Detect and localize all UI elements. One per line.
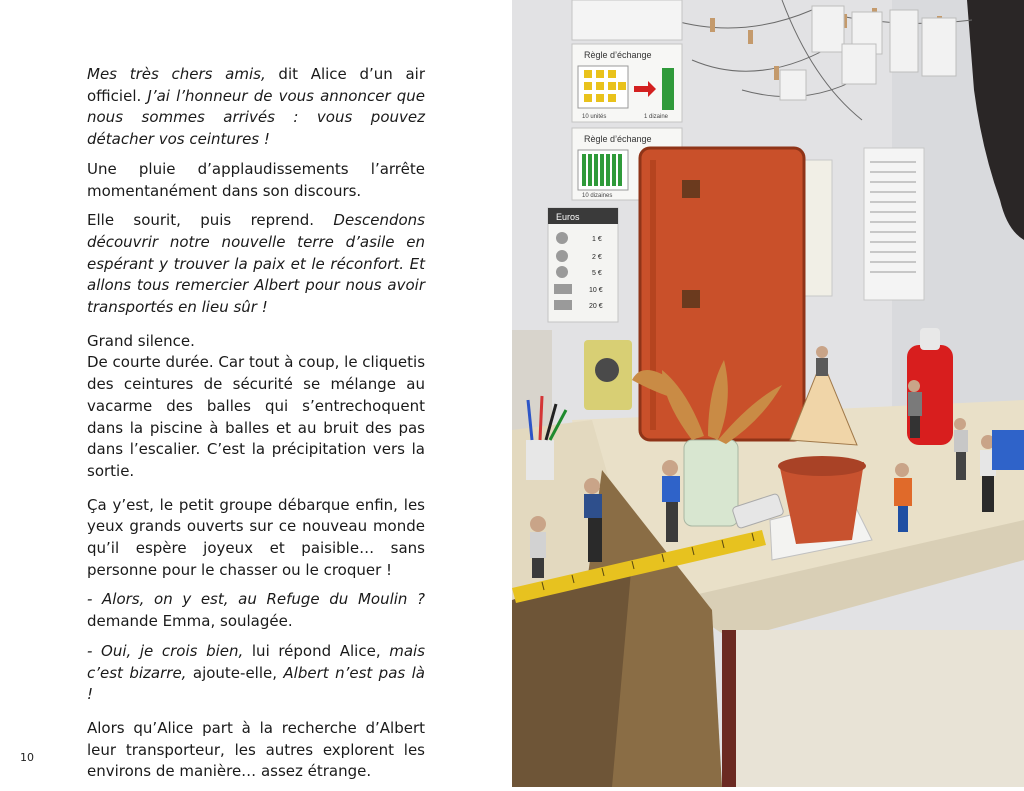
story-text-column — [87, 64, 425, 791]
classroom-photo — [512, 0, 1024, 787]
paragraph-3-run: Elle sourit, puis reprend. — [87, 211, 334, 230]
paragraph-6-run: Ça y’est, le petit groupe débarque enfin, les yeux grands ouverts sur ce nouveau monde qu’il espère joyeux et paisible… sans personne pour le chasser ou le croquer ! — [87, 495, 425, 579]
euro-value: 2 € — [592, 254, 602, 261]
paragraph-3 — [87, 210, 425, 319]
poster-behind-suitcase — [802, 160, 832, 296]
paragraph-1-run: Mes très chers amis, — [87, 65, 266, 83]
paragraph-1 — [87, 64, 425, 151]
paragraph-7-run: demande Emma, soulagée. — [87, 612, 293, 631]
paragraph-7 — [87, 589, 425, 632]
ten-caption: 1 dizaine — [644, 114, 669, 120]
suitcase-latch — [682, 180, 700, 198]
photo-illustration — [512, 0, 1024, 787]
ten-rods — [582, 154, 622, 186]
paragraph-9 — [87, 718, 425, 783]
paragraph-7-run: - Alors, on y est, au Refuge du Moulin ? — [87, 590, 425, 609]
euros-title: Euros — [556, 212, 580, 222]
exchange-rule-title: Règle d’échange — [584, 50, 652, 60]
desk-leg — [722, 630, 736, 787]
blue-box — [992, 430, 1024, 470]
exchange-rule-title-2: Règle d’échange — [584, 134, 652, 144]
desk-front-panel — [732, 630, 1024, 787]
paragraph-2 — [87, 159, 425, 202]
paragraph-8-run: Albert n’est pas là ! — [87, 663, 425, 704]
child-figure — [530, 516, 546, 578]
text-page — [0, 0, 512, 787]
glass-jar — [684, 440, 738, 526]
paragraph-6 — [87, 495, 425, 582]
list-poster — [864, 148, 924, 300]
euro-value: 20 € — [589, 303, 603, 310]
paragraph-1-run: dit Alice d’un air officiel. — [87, 65, 426, 105]
paragraph-8 — [87, 641, 425, 706]
paragraph-5 — [87, 352, 425, 482]
paragraph-4 — [87, 331, 425, 353]
euro-value: 1 € — [592, 236, 602, 243]
tens-caption: 10 dizaines — [582, 193, 613, 199]
top-poster — [572, 0, 682, 40]
paragraph-4-run: Grand silence. — [87, 331, 195, 350]
suitcase-latch — [682, 290, 700, 308]
ten-rod — [662, 68, 674, 110]
paragraph-2-run: Une pluie d’applaudissements l’arrête momentanément dans son discours. — [87, 159, 425, 200]
euro-value: 10 € — [589, 287, 603, 294]
paragraph-9-run: Alors qu’Alice part à la recherche d’Albert leur transporteur, les autres explorent les environs de manière… assez étrange. — [87, 718, 425, 781]
paragraph-5-run: De courte durée. Car tout à coup, le cliquetis des ceintures de sécurité se mélange au vacarme des balles qui s’entrechoquent dans la piscine à balles et au bruit des pas dans l’escalier. C’est la précipitation vers la sortie. — [87, 353, 426, 480]
paragraph-8-run: ajoute-elle, — [186, 663, 284, 682]
paragraph-8-run: lui répond Alice, — [243, 641, 390, 660]
paragraph-1-run: J’ai l’honneur de vous annoncer que nous sommes arrivés : vous pouvez détacher vos ceintures ! — [87, 86, 426, 149]
bottle-cap — [920, 328, 940, 350]
paragraph-8-run: - Oui, je crois bien, — [87, 641, 244, 660]
pot-rim — [778, 456, 866, 476]
units-caption: 10 unités — [582, 114, 607, 120]
child-figure — [816, 346, 828, 376]
euro-value: 5 € — [592, 270, 602, 277]
speaker-cone — [595, 358, 619, 382]
pencil-cup — [526, 440, 554, 480]
page-number: 10 — [20, 751, 34, 764]
paragraph-8-run: mais c’est bizarre, — [87, 641, 425, 682]
paragraph-3-run: Descendons découvrir notre nouvelle terre d’asile en espérant y trouver la paix et le réconfort. Et allons tous remercier Albert pour nous avoir transportés en lieu sûr ! — [87, 211, 425, 317]
